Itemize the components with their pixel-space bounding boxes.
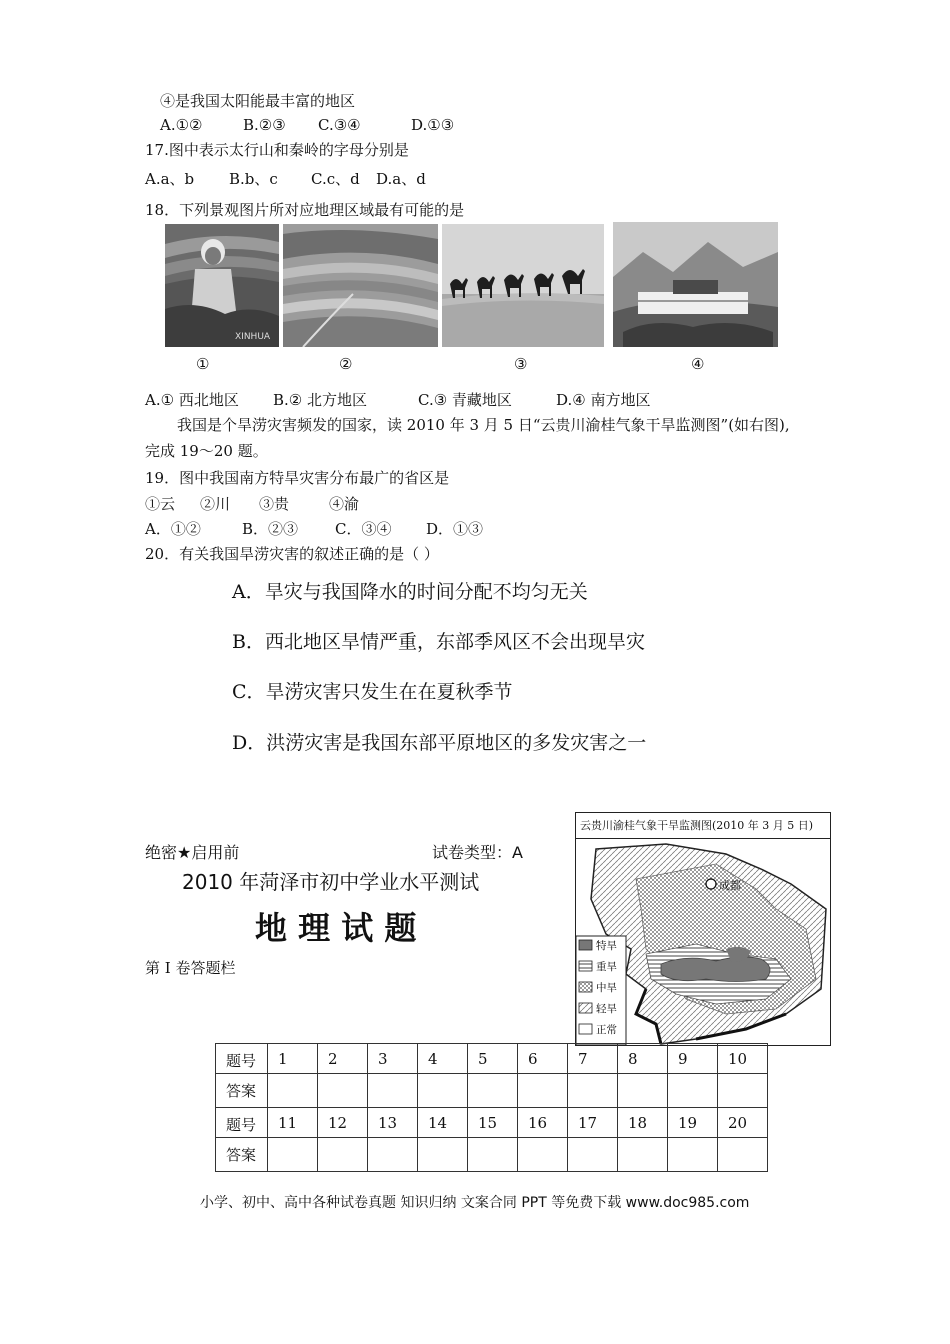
table-row	[216, 1138, 768, 1172]
table-cell: 4	[418, 1044, 468, 1074]
answer-cell[interactable]	[618, 1138, 668, 1172]
row-label-answer: 答案	[216, 1138, 268, 1172]
legend-label-normal: 正常	[596, 1024, 617, 1036]
table-cell: 18	[618, 1108, 668, 1138]
q19-stem: 19．图中我国南方特旱灾害分布最广的省区是	[145, 469, 450, 487]
row-label-number: 题号	[216, 1108, 268, 1138]
chengdu-marker-icon	[706, 879, 716, 889]
legend-label-medium: 中旱	[596, 982, 617, 994]
answer-cell[interactable]	[668, 1074, 718, 1108]
table-cell: 16	[518, 1108, 568, 1138]
row-label-answer: 答案	[216, 1074, 268, 1108]
q20-choice-b: B．西北地区旱情严重，东部季风区不会出现旱灾	[232, 631, 645, 653]
answer-cell[interactable]	[568, 1074, 618, 1108]
terraces-image	[283, 224, 438, 347]
answer-cell[interactable]	[718, 1074, 768, 1108]
answer-cell[interactable]	[468, 1138, 518, 1172]
q19-choice-a: A．①②	[145, 520, 201, 538]
table-row	[216, 1044, 768, 1074]
q19-choice-d: D．①③	[426, 520, 484, 538]
q17-choice-c: C.c、d	[311, 170, 360, 188]
section-label: 第 I 卷答题栏	[145, 959, 236, 977]
camels-image	[442, 224, 604, 347]
photo-camels-desert	[442, 224, 604, 347]
table-cell: 5	[468, 1044, 518, 1074]
table-cell: 19	[668, 1108, 718, 1138]
legend-swatch-normal	[579, 1024, 592, 1034]
table-cell: 10	[718, 1044, 768, 1074]
map-title: 云贵川渝桂气象干旱监测图(2010 年 3 月 5 日)	[576, 813, 830, 839]
answer-cell[interactable]	[418, 1138, 468, 1172]
table-row	[216, 1108, 768, 1138]
answer-cell[interactable]	[468, 1074, 518, 1108]
footer-text: 小学、初中、高中各种试卷真题 知识归纳 文案合同 PPT 等免费下载 www.doc985.com	[200, 1195, 750, 1211]
photo-label-2: ②	[339, 355, 353, 373]
q18-choice-c: C.③ 青藏地区	[418, 391, 512, 409]
photo-watermark: XINHUA	[235, 332, 271, 342]
q19-item-1: ①云	[145, 495, 176, 513]
paper-type-label: 试卷类型：A	[432, 843, 523, 862]
table-cell: 8	[618, 1044, 668, 1074]
secret-label: 绝密★启用前	[145, 843, 240, 862]
q20-choice-a: A．旱灾与我国降水的时间分配不均匀无关	[232, 581, 588, 603]
answer-cell[interactable]	[268, 1074, 318, 1108]
q20-stem: 20．有关我国旱涝灾害的叙述正确的是（ ）	[145, 545, 439, 563]
q18-choice-d: D.④ 南方地区	[556, 391, 651, 409]
q16-option-4: ④是我国太阳能最丰富的地区	[160, 92, 356, 110]
answer-cell[interactable]	[318, 1074, 368, 1108]
q17-choice-b: B.b、c	[229, 170, 278, 188]
table-cell: 20	[718, 1108, 768, 1138]
tea-picker-image	[165, 224, 279, 347]
table-cell: 1	[268, 1044, 318, 1074]
answer-cell[interactable]	[718, 1138, 768, 1172]
photo-label-1: ①	[196, 355, 210, 373]
intro-line-1: 我国是个旱涝灾害频发的国家，读 2010 年 3 月 5 日“云贵川渝桂气象干旱监测图”(如右图),	[177, 416, 790, 434]
drought-map	[575, 812, 831, 1046]
table-cell: 9	[668, 1044, 718, 1074]
table-cell: 17	[568, 1108, 618, 1138]
answer-cell[interactable]	[668, 1138, 718, 1172]
exam-title: 2010 年菏泽市初中学业水平测试	[182, 870, 480, 894]
q19-item-2: ②川	[200, 495, 231, 513]
legend-label-severe: 重旱	[596, 961, 617, 973]
legend-swatch-severe	[579, 961, 592, 971]
intro-line-2: 完成 19～20 题。	[145, 442, 268, 460]
legend-swatch-light	[579, 1003, 592, 1013]
row-label-number: 题号	[216, 1044, 268, 1074]
q16-choice-b: B.②③	[243, 116, 286, 134]
answer-cell[interactable]	[318, 1138, 368, 1172]
legend-swatch-extreme	[579, 940, 592, 950]
table-cell: 13	[368, 1108, 418, 1138]
subject-title: 地 理 试 题	[255, 909, 417, 947]
table-cell: 11	[268, 1108, 318, 1138]
q18-stem: 18．下列景观图片所对应地理区域最有可能的是	[145, 201, 465, 219]
q20-choice-d: D．洪涝灾害是我国东部平原地区的多发灾害之一	[232, 732, 647, 754]
photo-tea-picker	[165, 224, 279, 347]
answer-cell[interactable]	[418, 1074, 468, 1108]
q17-stem: 17.图中表示太行山和秦岭的字母分别是	[145, 141, 409, 159]
answer-cell[interactable]	[368, 1074, 418, 1108]
q18-choice-a: A.① 西北地区	[145, 391, 239, 409]
q17-choice-a: A.a、b	[145, 170, 195, 188]
table-cell: 15	[468, 1108, 518, 1138]
q16-choice-a: A.①②	[160, 116, 203, 134]
photo-potala-palace	[613, 222, 778, 347]
map-legend	[576, 936, 626, 1045]
table-cell: 7	[568, 1044, 618, 1074]
table-cell: 12	[318, 1108, 368, 1138]
map-city-label: 成都	[719, 879, 741, 892]
table-cell: 2	[318, 1044, 368, 1074]
table-cell: 14	[418, 1108, 468, 1138]
q19-item-4: ④渝	[329, 495, 360, 513]
answer-cell[interactable]	[518, 1138, 568, 1172]
photo-label-3: ③	[514, 355, 528, 373]
drought-map-graphic	[576, 839, 830, 1045]
q19-item-3: ③贵	[259, 495, 290, 513]
answer-cell[interactable]	[268, 1138, 318, 1172]
q18-choice-b: B.② 北方地区	[273, 391, 368, 409]
answer-cell[interactable]	[618, 1074, 668, 1108]
photo-terraces	[283, 224, 438, 347]
q19-choice-b: B．②③	[242, 520, 299, 538]
q16-choice-c: C.③④	[318, 116, 361, 134]
answer-cell[interactable]	[368, 1138, 418, 1172]
legend-label-light: 轻旱	[596, 1003, 617, 1015]
answer-table	[215, 1043, 768, 1172]
table-row	[216, 1074, 768, 1108]
answer-cell[interactable]	[568, 1138, 618, 1172]
legend-label-extreme: 特旱	[596, 940, 617, 952]
q20-choice-c: C．旱涝灾害只发生在在夏秋季节	[232, 681, 513, 703]
q16-choice-d: D.①③	[411, 116, 455, 134]
table-cell: 6	[518, 1044, 568, 1074]
legend-swatch-medium	[579, 982, 592, 992]
q19-choice-c: C．③④	[335, 520, 392, 538]
photo-label-4: ④	[691, 355, 705, 373]
palace-image	[613, 222, 778, 347]
table-cell: 3	[368, 1044, 418, 1074]
q17-choice-d: D.a、d	[376, 170, 426, 188]
answer-cell[interactable]	[518, 1074, 568, 1108]
